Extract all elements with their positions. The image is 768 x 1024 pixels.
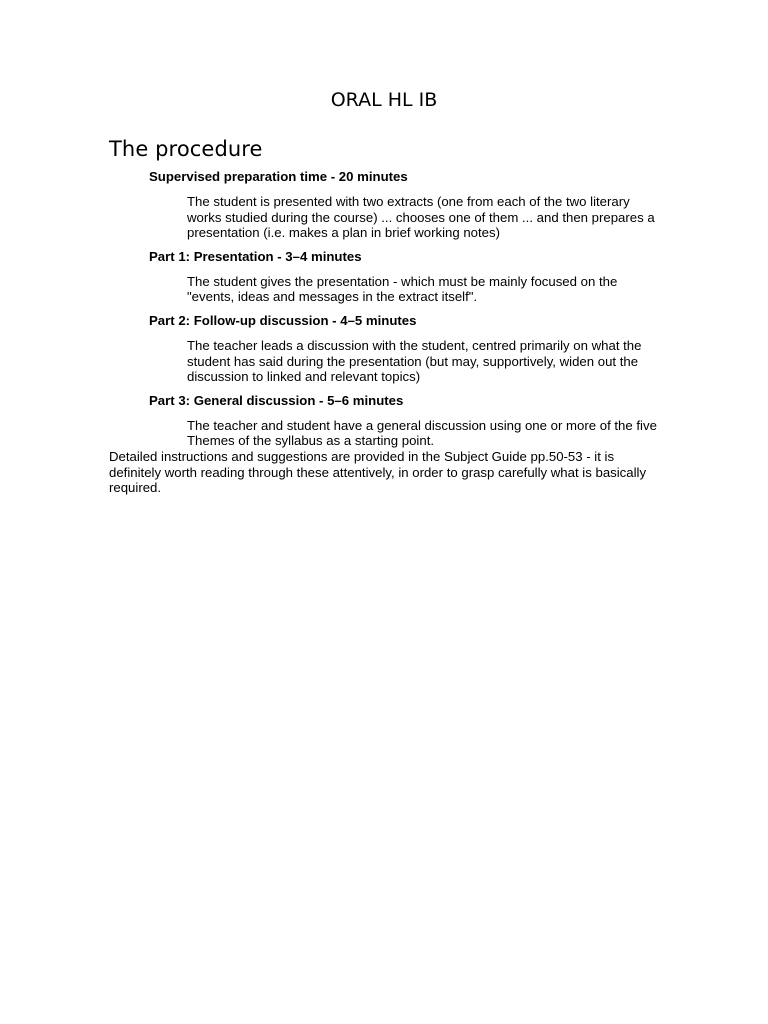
document-title: ORAL HL IB <box>330 89 438 111</box>
step-description: The student gives the presentation - which must be mainly focused on the "events, ideas and messages in the extract itself". <box>187 273 618 305</box>
step-presentation <box>149 249 689 305</box>
step-description: The teacher and student have a general discussion using one or more of the five Themes of the syllabus as a starting point. <box>187 417 657 449</box>
procedure-steps <box>149 169 689 457</box>
step-general-discussion <box>149 393 689 449</box>
step-description: The student is presented with two extracts (one from each of the two literary works studied during the course) ... chooses one of them ... and then prepares a presentation (i.e. makes a plan in brief working notes) <box>187 194 655 241</box>
step-title: Supervised preparation time - 20 minutes <box>149 169 408 184</box>
closing-note: Detailed instructions and suggestions are provided in the Subject Guide pp.50-53 - it is definitely worth reading through these attentively, in order to grasp carefully what is basically required. <box>109 449 647 496</box>
step-title: Part 2: Follow-up discussion - 4–5 minutes <box>149 312 417 328</box>
step-follow-up-discussion <box>149 313 689 385</box>
section-heading: The procedure <box>109 137 263 161</box>
step-title: Part 1: Presentation - 3–4 minutes <box>149 248 362 264</box>
step-title: Part 3: General discussion - 5–6 minutes <box>149 392 404 408</box>
step-preparation <box>149 169 689 241</box>
step-description: The teacher leads a discussion with the student, centred primarily on what the student has said during the presentation (but may, supportively, widen out the discussion to linked and relevant topics) <box>187 337 642 385</box>
